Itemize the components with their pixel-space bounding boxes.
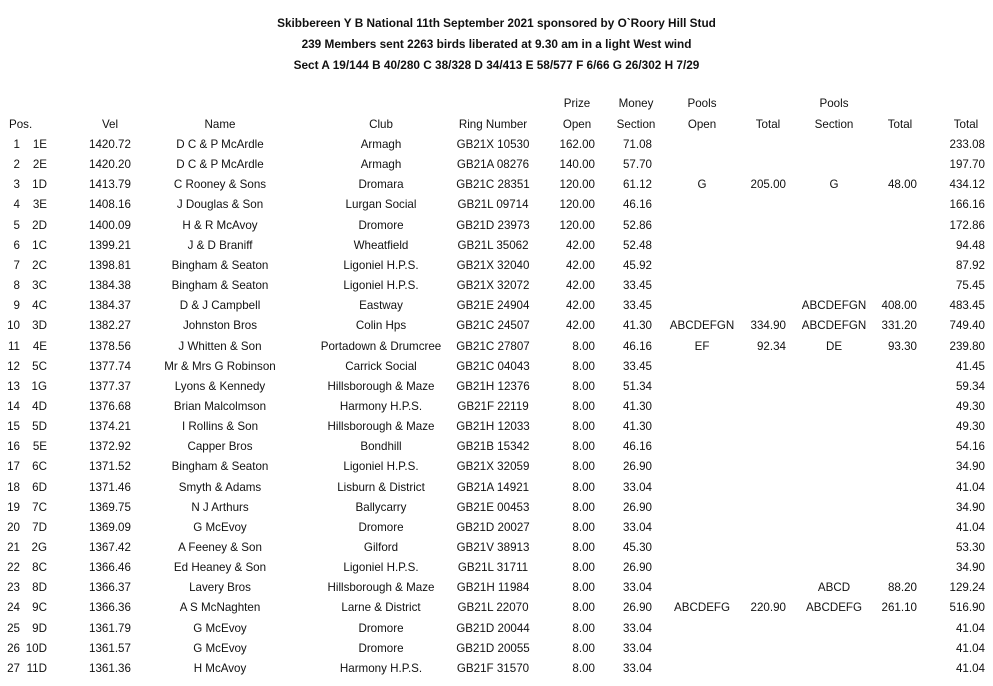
cell-money-section: 26.90 — [622, 561, 652, 574]
cell-prize-open: 42.00 — [565, 299, 595, 312]
cell-velocity: 1384.37 — [89, 299, 131, 312]
cell-money-section: 61.12 — [622, 178, 652, 191]
cell-money-section: 33.45 — [622, 360, 652, 373]
cell-prize-open: 8.00 — [572, 601, 595, 614]
col-header-vel: Vel — [101, 118, 119, 131]
cell-section-position: 5C — [32, 360, 47, 373]
cell-position: 8 — [13, 279, 20, 292]
cell-position: 6 — [13, 239, 20, 252]
cell-section-position: 11D — [26, 662, 47, 675]
cell-pools-section: G — [829, 178, 839, 191]
cell-grand-total: 49.30 — [955, 400, 985, 413]
cell-section-position: 6C — [32, 460, 47, 473]
cell-velocity: 1420.20 — [89, 158, 131, 171]
cell-section-position: 2C — [32, 259, 47, 272]
cell-section-position: 1E — [32, 138, 47, 151]
cell-grand-total: 49.30 — [955, 420, 985, 433]
pools-section-group-header: Pools — [819, 97, 849, 110]
cell-member-name: D C & P McArdle — [176, 138, 264, 151]
cell-money-section: 41.30 — [622, 420, 652, 433]
cell-ring-number: GB21H 12376 — [456, 380, 530, 393]
report-title: Skibbereen Y B National 11th September 2021 sponsored by O`Roory Hill Stud — [277, 16, 716, 30]
cell-pools-open: ABCDEFG — [673, 601, 731, 614]
cell-club: Hillsborough & Maze — [327, 581, 435, 594]
cell-grand-total: 54.16 — [955, 440, 985, 453]
cell-money-section: 46.16 — [622, 198, 652, 211]
cell-club: Lurgan Social — [345, 198, 417, 211]
cell-club: Dromore — [358, 642, 404, 655]
cell-grand-total: 516.90 — [949, 601, 985, 614]
cell-money-section: 46.16 — [622, 440, 652, 453]
cell-velocity: 1366.36 — [89, 601, 131, 614]
cell-velocity: 1371.52 — [89, 460, 131, 473]
cell-prize-open: 140.00 — [559, 158, 595, 171]
cell-grand-total: 53.30 — [955, 541, 985, 554]
cell-member-name: A Feeney & Son — [178, 541, 262, 554]
cell-prize-open: 8.00 — [572, 521, 595, 534]
cell-position: 1 — [13, 138, 20, 151]
cell-ring-number: GB21X 32059 — [456, 460, 530, 473]
cell-member-name: H McAvoy — [193, 662, 247, 675]
cell-grand-total: 34.90 — [955, 561, 985, 574]
cell-prize-open: 120.00 — [559, 198, 595, 211]
cell-position: 26 — [7, 642, 20, 655]
cell-money-section: 26.90 — [622, 601, 652, 614]
cell-prize-open: 162.00 — [559, 138, 595, 151]
prize-group-header: Prize — [563, 97, 591, 110]
cell-grand-total: 59.34 — [955, 380, 985, 393]
cell-club: Dromara — [358, 178, 404, 191]
cell-club: Colin Hps — [355, 319, 407, 332]
cell-grand-total: 41.04 — [955, 481, 985, 494]
cell-pools-open-total: 92.34 — [756, 340, 786, 353]
cell-section-position: 3C — [32, 279, 47, 292]
cell-money-section: 33.45 — [622, 279, 652, 292]
cell-member-name: Brian Malcolmson — [173, 400, 267, 413]
col-header-total1: Total — [755, 118, 781, 131]
cell-velocity: 1371.46 — [89, 481, 131, 494]
cell-club: Larne & District — [341, 601, 421, 614]
cell-section-position: 4C — [32, 299, 47, 312]
cell-prize-open: 42.00 — [565, 279, 595, 292]
cell-grand-total: 41.04 — [955, 521, 985, 534]
cell-prize-open: 8.00 — [572, 420, 595, 433]
cell-member-name: G McEvoy — [193, 521, 247, 534]
col-header-pools-open: Open — [687, 118, 717, 131]
cell-pools-section: ABCDEFG — [805, 601, 863, 614]
cell-money-section: 41.30 — [622, 400, 652, 413]
cell-member-name: Johnston Bros — [182, 319, 258, 332]
cell-club: Ligoniel H.P.S. — [343, 561, 419, 574]
cell-member-name: A S McNaghten — [179, 601, 261, 614]
cell-position: 9 — [13, 299, 20, 312]
cell-pools-open-total: 205.00 — [750, 178, 786, 191]
cell-club: Carrick Social — [345, 360, 417, 373]
cell-money-section: 71.08 — [622, 138, 652, 151]
cell-money-section: 33.04 — [622, 622, 652, 635]
cell-prize-open: 8.00 — [572, 581, 595, 594]
cell-prize-open: 8.00 — [572, 380, 595, 393]
cell-position: 7 — [13, 259, 20, 272]
cell-grand-total: 75.45 — [955, 279, 985, 292]
cell-grand-total: 34.90 — [955, 501, 985, 514]
cell-velocity: 1361.36 — [89, 662, 131, 675]
cell-velocity: 1369.09 — [89, 521, 131, 534]
cell-position: 15 — [7, 420, 20, 433]
cell-money-section: 33.45 — [622, 299, 652, 312]
cell-club: Gilford — [363, 541, 399, 554]
cell-section-position: 2D — [32, 219, 47, 232]
cell-club: Hillsborough & Maze — [327, 420, 435, 433]
cell-section-position: 1G — [31, 380, 47, 393]
cell-ring-number: GB21D 23973 — [456, 219, 530, 232]
cell-position: 14 — [7, 400, 20, 413]
cell-member-name: Lyons & Kennedy — [174, 380, 266, 393]
cell-club: Lisburn & District — [337, 481, 425, 494]
cell-position: 23 — [7, 581, 20, 594]
cell-grand-total: 129.24 — [949, 581, 985, 594]
cell-section-position: 3E — [32, 198, 47, 211]
cell-position: 20 — [7, 521, 20, 534]
cell-position: 16 — [7, 440, 20, 453]
cell-section-position: 3D — [32, 319, 47, 332]
cell-section-position: 2G — [31, 541, 47, 554]
cell-grand-total: 239.80 — [949, 340, 985, 353]
cell-ring-number: GB21C 27807 — [456, 340, 530, 353]
cell-member-name: Smyth & Adams — [178, 481, 262, 494]
cell-club: Ligoniel H.P.S. — [343, 460, 419, 473]
cell-position: 10 — [7, 319, 20, 332]
cell-velocity: 1361.79 — [89, 622, 131, 635]
cell-ring-number: GB21C 24507 — [456, 319, 530, 332]
cell-grand-total: 434.12 — [949, 178, 985, 191]
cell-velocity: 1372.92 — [89, 440, 131, 453]
cell-member-name: Capper Bros — [187, 440, 253, 453]
cell-position: 24 — [7, 601, 20, 614]
cell-club: Ligoniel H.P.S. — [343, 279, 419, 292]
cell-money-section: 26.90 — [622, 460, 652, 473]
cell-position: 3 — [13, 178, 20, 191]
cell-club: Dromore — [358, 521, 404, 534]
cell-pools-section-total: 408.00 — [881, 299, 917, 312]
col-header-total2: Total — [887, 118, 913, 131]
cell-position: 18 — [7, 481, 20, 494]
cell-prize-open: 120.00 — [559, 219, 595, 232]
cell-position: 11 — [7, 340, 20, 353]
cell-member-name: J Whitten & Son — [178, 340, 262, 353]
cell-prize-open: 8.00 — [572, 622, 595, 635]
col-header-prize-open: Open — [562, 118, 592, 131]
cell-money-section: 33.04 — [622, 521, 652, 534]
cell-velocity: 1399.21 — [89, 239, 131, 252]
cell-velocity: 1367.42 — [89, 541, 131, 554]
cell-ring-number: GB21L 22070 — [457, 601, 529, 614]
col-header-money-section: Section — [616, 118, 656, 131]
cell-grand-total: 197.70 — [949, 158, 985, 171]
cell-section-position: 6D — [32, 481, 47, 494]
cell-velocity: 1366.46 — [89, 561, 131, 574]
cell-position: 17 — [7, 460, 20, 473]
cell-member-name: Bingham & Seaton — [171, 279, 269, 292]
col-header-pools-section: Section — [814, 118, 854, 131]
cell-club: Portadown & Drumcree — [320, 340, 442, 353]
cell-club: Ligoniel H.P.S. — [343, 259, 419, 272]
cell-money-section: 52.48 — [622, 239, 652, 252]
cell-ring-number: GB21C 04043 — [456, 360, 530, 373]
cell-prize-open: 8.00 — [572, 561, 595, 574]
cell-position: 25 — [7, 622, 20, 635]
cell-member-name: Ed Heaney & Son — [173, 561, 267, 574]
cell-section-position: 9C — [32, 601, 47, 614]
cell-velocity: 1413.79 — [89, 178, 131, 191]
cell-pools-open: EF — [694, 340, 710, 353]
cell-member-name: J Douglas & Son — [176, 198, 264, 211]
cell-velocity: 1398.81 — [89, 259, 131, 272]
cell-velocity: 1377.74 — [89, 360, 131, 373]
cell-ring-number: GB21E 24904 — [456, 299, 530, 312]
cell-section-position: 7C — [32, 501, 47, 514]
cell-ring-number: GB21H 12033 — [456, 420, 530, 433]
cell-ring-number: GB21V 38913 — [456, 541, 530, 554]
cell-grand-total: 41.45 — [955, 360, 985, 373]
cell-ring-number: GB21D 20027 — [456, 521, 530, 534]
cell-grand-total: 34.90 — [955, 460, 985, 473]
cell-position: 27 — [7, 662, 20, 675]
cell-club: Armagh — [360, 158, 402, 171]
cell-grand-total: 87.92 — [955, 259, 985, 272]
cell-section-position: 4E — [32, 340, 47, 353]
cell-money-section: 26.90 — [622, 501, 652, 514]
cell-club: Wheatfield — [353, 239, 409, 252]
cell-club: Harmony H.P.S. — [339, 400, 423, 413]
cell-member-name: G McEvoy — [193, 622, 247, 635]
cell-money-section: 57.70 — [622, 158, 652, 171]
cell-ring-number: GB21X 32040 — [456, 259, 530, 272]
cell-ring-number: GB21L 31711 — [457, 561, 529, 574]
cell-position: 4 — [13, 198, 20, 211]
cell-prize-open: 42.00 — [565, 239, 595, 252]
cell-prize-open: 8.00 — [572, 501, 595, 514]
cell-grand-total: 94.48 — [955, 239, 985, 252]
cell-ring-number: GB21F 31570 — [456, 662, 530, 675]
cell-position: 12 — [7, 360, 20, 373]
money-group-header: Money — [618, 97, 654, 110]
report-subtitle: 239 Members sent 2263 birds liberated at 9.30 am in a light West wind — [301, 37, 692, 51]
cell-position: 2 — [13, 158, 20, 171]
cell-position: 22 — [7, 561, 20, 574]
cell-section-position: 2E — [32, 158, 47, 171]
section-summary: Sect A 19/144 B 40/280 C 38/328 D 34/413 E 58/577 F 6/66 G 26/302 H 7/29 — [293, 58, 700, 72]
cell-grand-total: 233.08 — [949, 138, 985, 151]
cell-prize-open: 8.00 — [572, 642, 595, 655]
cell-member-name: Bingham & Seaton — [171, 259, 269, 272]
cell-position: 13 — [7, 380, 20, 393]
cell-section-position: 10D — [25, 642, 47, 655]
cell-section-position: 5D — [32, 420, 47, 433]
cell-member-name: D & J Campbell — [179, 299, 261, 312]
cell-pools-open: G — [697, 178, 707, 191]
cell-prize-open: 8.00 — [572, 460, 595, 473]
cell-ring-number: GB21X 10530 — [456, 138, 530, 151]
cell-pools-open-total: 220.90 — [750, 601, 786, 614]
cell-prize-open: 120.00 — [559, 178, 595, 191]
cell-member-name: H & R McAvoy — [182, 219, 258, 232]
cell-ring-number: GB21A 08276 — [456, 158, 530, 171]
cell-prize-open: 42.00 — [565, 259, 595, 272]
cell-ring-number: GB21L 09714 — [457, 198, 529, 211]
cell-money-section: 52.86 — [622, 219, 652, 232]
cell-velocity: 1374.21 — [89, 420, 131, 433]
cell-money-section: 33.04 — [622, 662, 652, 675]
cell-pools-section: ABCDEFGN — [801, 319, 867, 332]
col-header-ring: Ring Number — [458, 118, 528, 131]
cell-velocity: 1369.75 — [89, 501, 131, 514]
cell-ring-number: GB21A 14921 — [456, 481, 530, 494]
cell-ring-number: GB21D 20055 — [456, 642, 530, 655]
cell-club: Ballycarry — [355, 501, 407, 514]
cell-grand-total: 41.04 — [955, 662, 985, 675]
cell-section-position: 5E — [32, 440, 47, 453]
cell-ring-number: GB21C 28351 — [456, 178, 530, 191]
cell-prize-open: 8.00 — [572, 481, 595, 494]
col-header-name: Name — [204, 118, 236, 131]
cell-pools-section-total: 331.20 — [881, 319, 917, 332]
col-header-total: Total — [953, 118, 979, 131]
cell-member-name: D C & P McArdle — [176, 158, 264, 171]
cell-club: Hillsborough & Maze — [327, 380, 435, 393]
cell-section-position: 8C — [32, 561, 47, 574]
cell-prize-open: 8.00 — [572, 662, 595, 675]
cell-velocity: 1378.56 — [89, 340, 131, 353]
cell-money-section: 33.04 — [622, 581, 652, 594]
cell-ring-number: GB21F 22119 — [457, 400, 529, 413]
cell-member-name: J & D Braniff — [187, 239, 253, 252]
cell-section-position: 1C — [32, 239, 47, 252]
col-header-club: Club — [369, 118, 393, 131]
cell-grand-total: 41.04 — [955, 622, 985, 635]
cell-pools-section-total: 261.10 — [881, 601, 917, 614]
cell-velocity: 1408.16 — [89, 198, 131, 211]
cell-money-section: 45.30 — [622, 541, 652, 554]
cell-member-name: I Rollins & Son — [181, 420, 259, 433]
cell-pools-open-total: 334.90 — [750, 319, 786, 332]
cell-velocity: 1420.72 — [89, 138, 131, 151]
cell-section-position: 4D — [32, 400, 47, 413]
cell-pools-section-total: 93.30 — [887, 340, 917, 353]
cell-member-name: C Rooney & Sons — [173, 178, 267, 191]
cell-prize-open: 8.00 — [572, 360, 595, 373]
cell-pools-section: ABCDEFGN — [801, 299, 867, 312]
cell-grand-total: 41.04 — [955, 642, 985, 655]
cell-section-position: 9D — [32, 622, 47, 635]
col-header-pos: Pos. — [9, 118, 33, 131]
cell-pools-section: ABCD — [817, 581, 851, 594]
cell-section-position: 1D — [32, 178, 47, 191]
cell-pools-section: DE — [825, 340, 843, 353]
cell-money-section: 33.04 — [622, 481, 652, 494]
cell-club: Armagh — [360, 138, 402, 151]
cell-velocity: 1361.57 — [89, 642, 131, 655]
cell-position: 19 — [7, 501, 20, 514]
cell-money-section: 45.92 — [622, 259, 652, 272]
cell-grand-total: 166.16 — [949, 198, 985, 211]
cell-position: 21 — [7, 541, 20, 554]
cell-money-section: 33.04 — [622, 642, 652, 655]
cell-velocity: 1400.09 — [89, 219, 131, 232]
cell-ring-number: GB21D 20044 — [456, 622, 530, 635]
cell-club: Eastway — [359, 299, 403, 312]
cell-member-name: Bingham & Seaton — [171, 460, 269, 473]
cell-prize-open: 8.00 — [572, 541, 595, 554]
cell-member-name: G McEvoy — [193, 642, 247, 655]
cell-prize-open: 42.00 — [565, 319, 595, 332]
cell-ring-number: GB21X 32072 — [456, 279, 530, 292]
cell-pools-section-total: 88.20 — [887, 581, 917, 594]
cell-grand-total: 172.86 — [949, 219, 985, 232]
cell-velocity: 1384.38 — [89, 279, 131, 292]
cell-member-name: Mr & Mrs G Robinson — [164, 360, 276, 373]
cell-section-position: 7D — [32, 521, 47, 534]
cell-ring-number: GB21E 00453 — [456, 501, 530, 514]
cell-velocity: 1382.27 — [89, 319, 131, 332]
cell-velocity: 1377.37 — [89, 380, 131, 393]
cell-ring-number: GB21B 15342 — [456, 440, 530, 453]
cell-position: 5 — [13, 219, 20, 232]
cell-money-section: 41.30 — [622, 319, 652, 332]
cell-club: Dromore — [358, 622, 404, 635]
cell-grand-total: 749.40 — [949, 319, 985, 332]
cell-ring-number: GB21L 35062 — [457, 239, 529, 252]
cell-money-section: 51.34 — [622, 380, 652, 393]
cell-pools-section-total: 48.00 — [887, 178, 917, 191]
cell-velocity: 1366.37 — [89, 581, 131, 594]
cell-section-position: 8D — [32, 581, 47, 594]
cell-member-name: Lavery Bros — [189, 581, 251, 594]
pools-open-group-header: Pools — [687, 97, 717, 110]
cell-club: Dromore — [358, 219, 404, 232]
cell-ring-number: GB21H 11984 — [456, 581, 530, 594]
cell-velocity: 1376.68 — [89, 400, 131, 413]
cell-club: Bondhill — [360, 440, 402, 453]
cell-prize-open: 8.00 — [572, 400, 595, 413]
cell-club: Harmony H.P.S. — [339, 662, 423, 675]
cell-prize-open: 8.00 — [572, 440, 595, 453]
cell-pools-open: ABCDEFGN — [669, 319, 735, 332]
cell-prize-open: 8.00 — [572, 340, 595, 353]
cell-grand-total: 483.45 — [949, 299, 985, 312]
cell-member-name: N J Arthurs — [191, 501, 249, 514]
cell-money-section: 46.16 — [622, 340, 652, 353]
